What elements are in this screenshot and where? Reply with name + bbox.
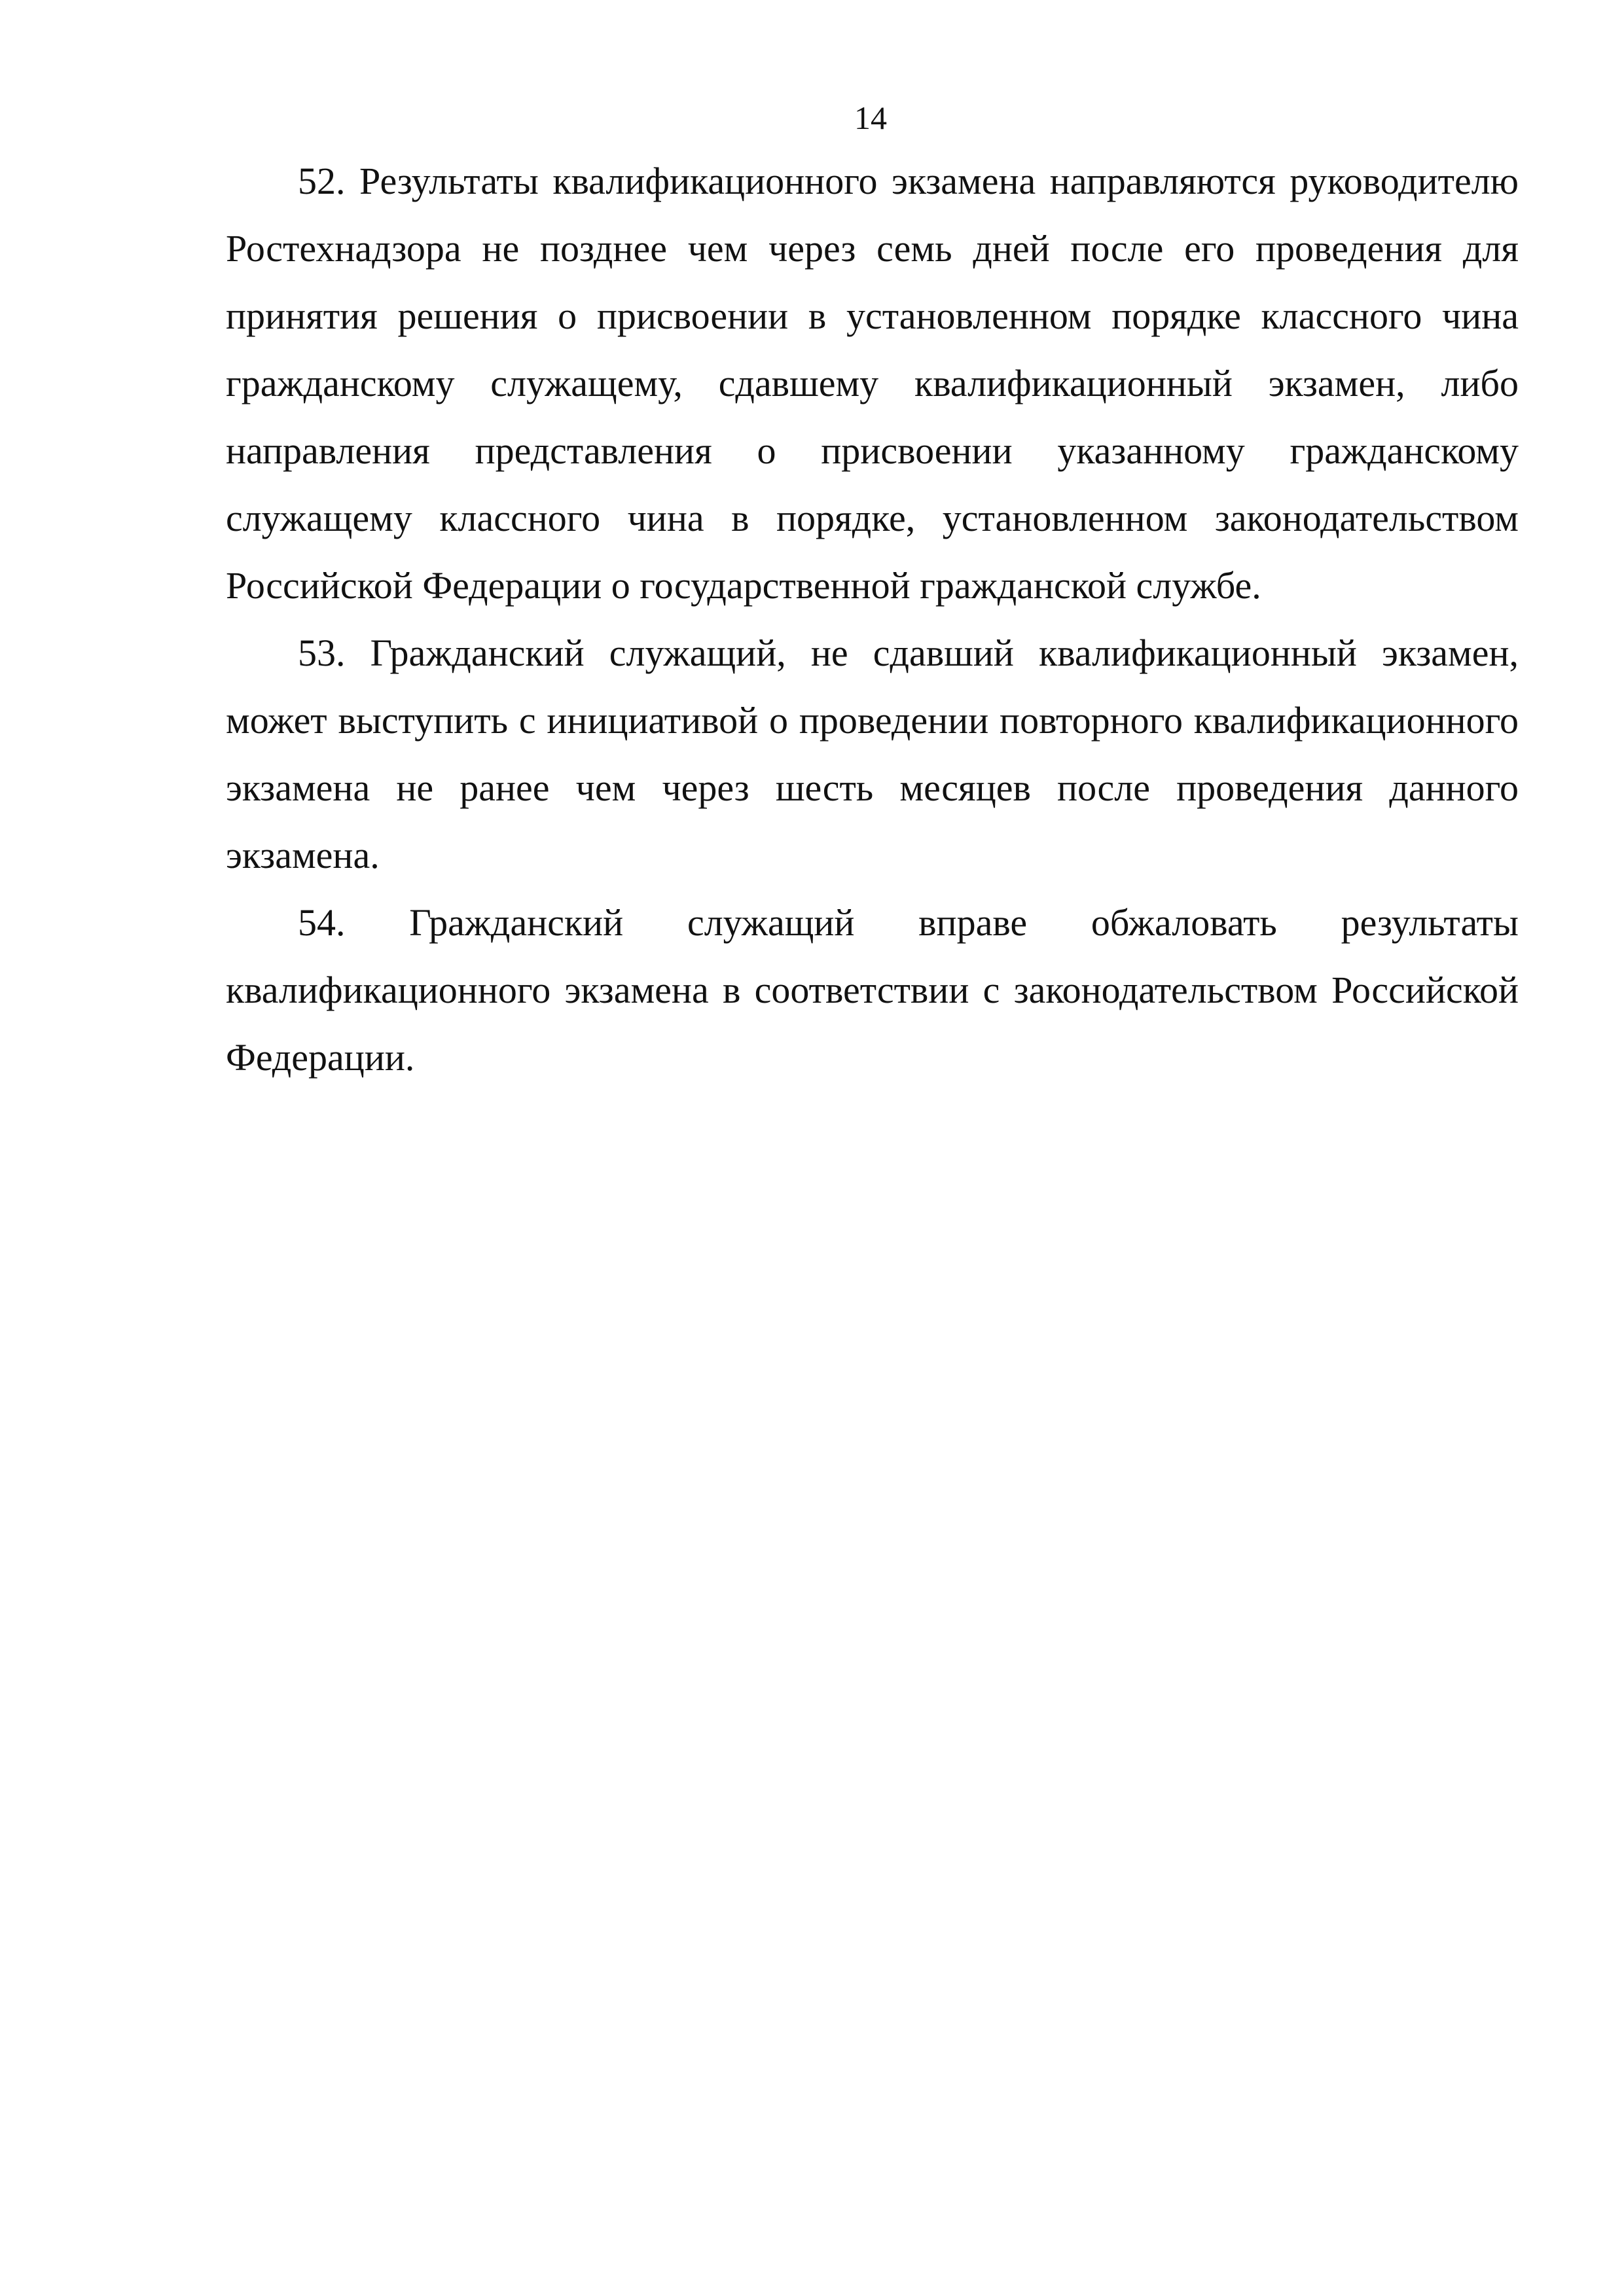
- paragraph-53: 53. Гражданский служащий, не сдавший квалификационный экзамен, может выступить с инициативой о проведении повторного квалификационного экзамена не ранее чем через шесть месяцев после проведения данного экзамена.: [226, 632, 1519, 876]
- paragraph-54: 54. Гражданский служащий вправе обжаловать результаты квалификационного экзамена в соответствии с законодательством Российской Федерации.: [226, 901, 1519, 1079]
- page-number: 14: [854, 99, 887, 136]
- paragraph-52: 52. Результаты квалификационного экзамена направляются руководителю Ростехнадзора не позднее чем через семь дней после его проведения для принятия решения о присвоении в установленном порядке классного чина гражданскому служащему, сдавшему квалификационный экзамен, либо направления представления о присвоении указанному гражданскому служащему классного чина в порядке, установленном законодательством Российской Федерации о государственной гражданской службе.: [226, 160, 1519, 607]
- document-body: [226, 147, 1519, 1091]
